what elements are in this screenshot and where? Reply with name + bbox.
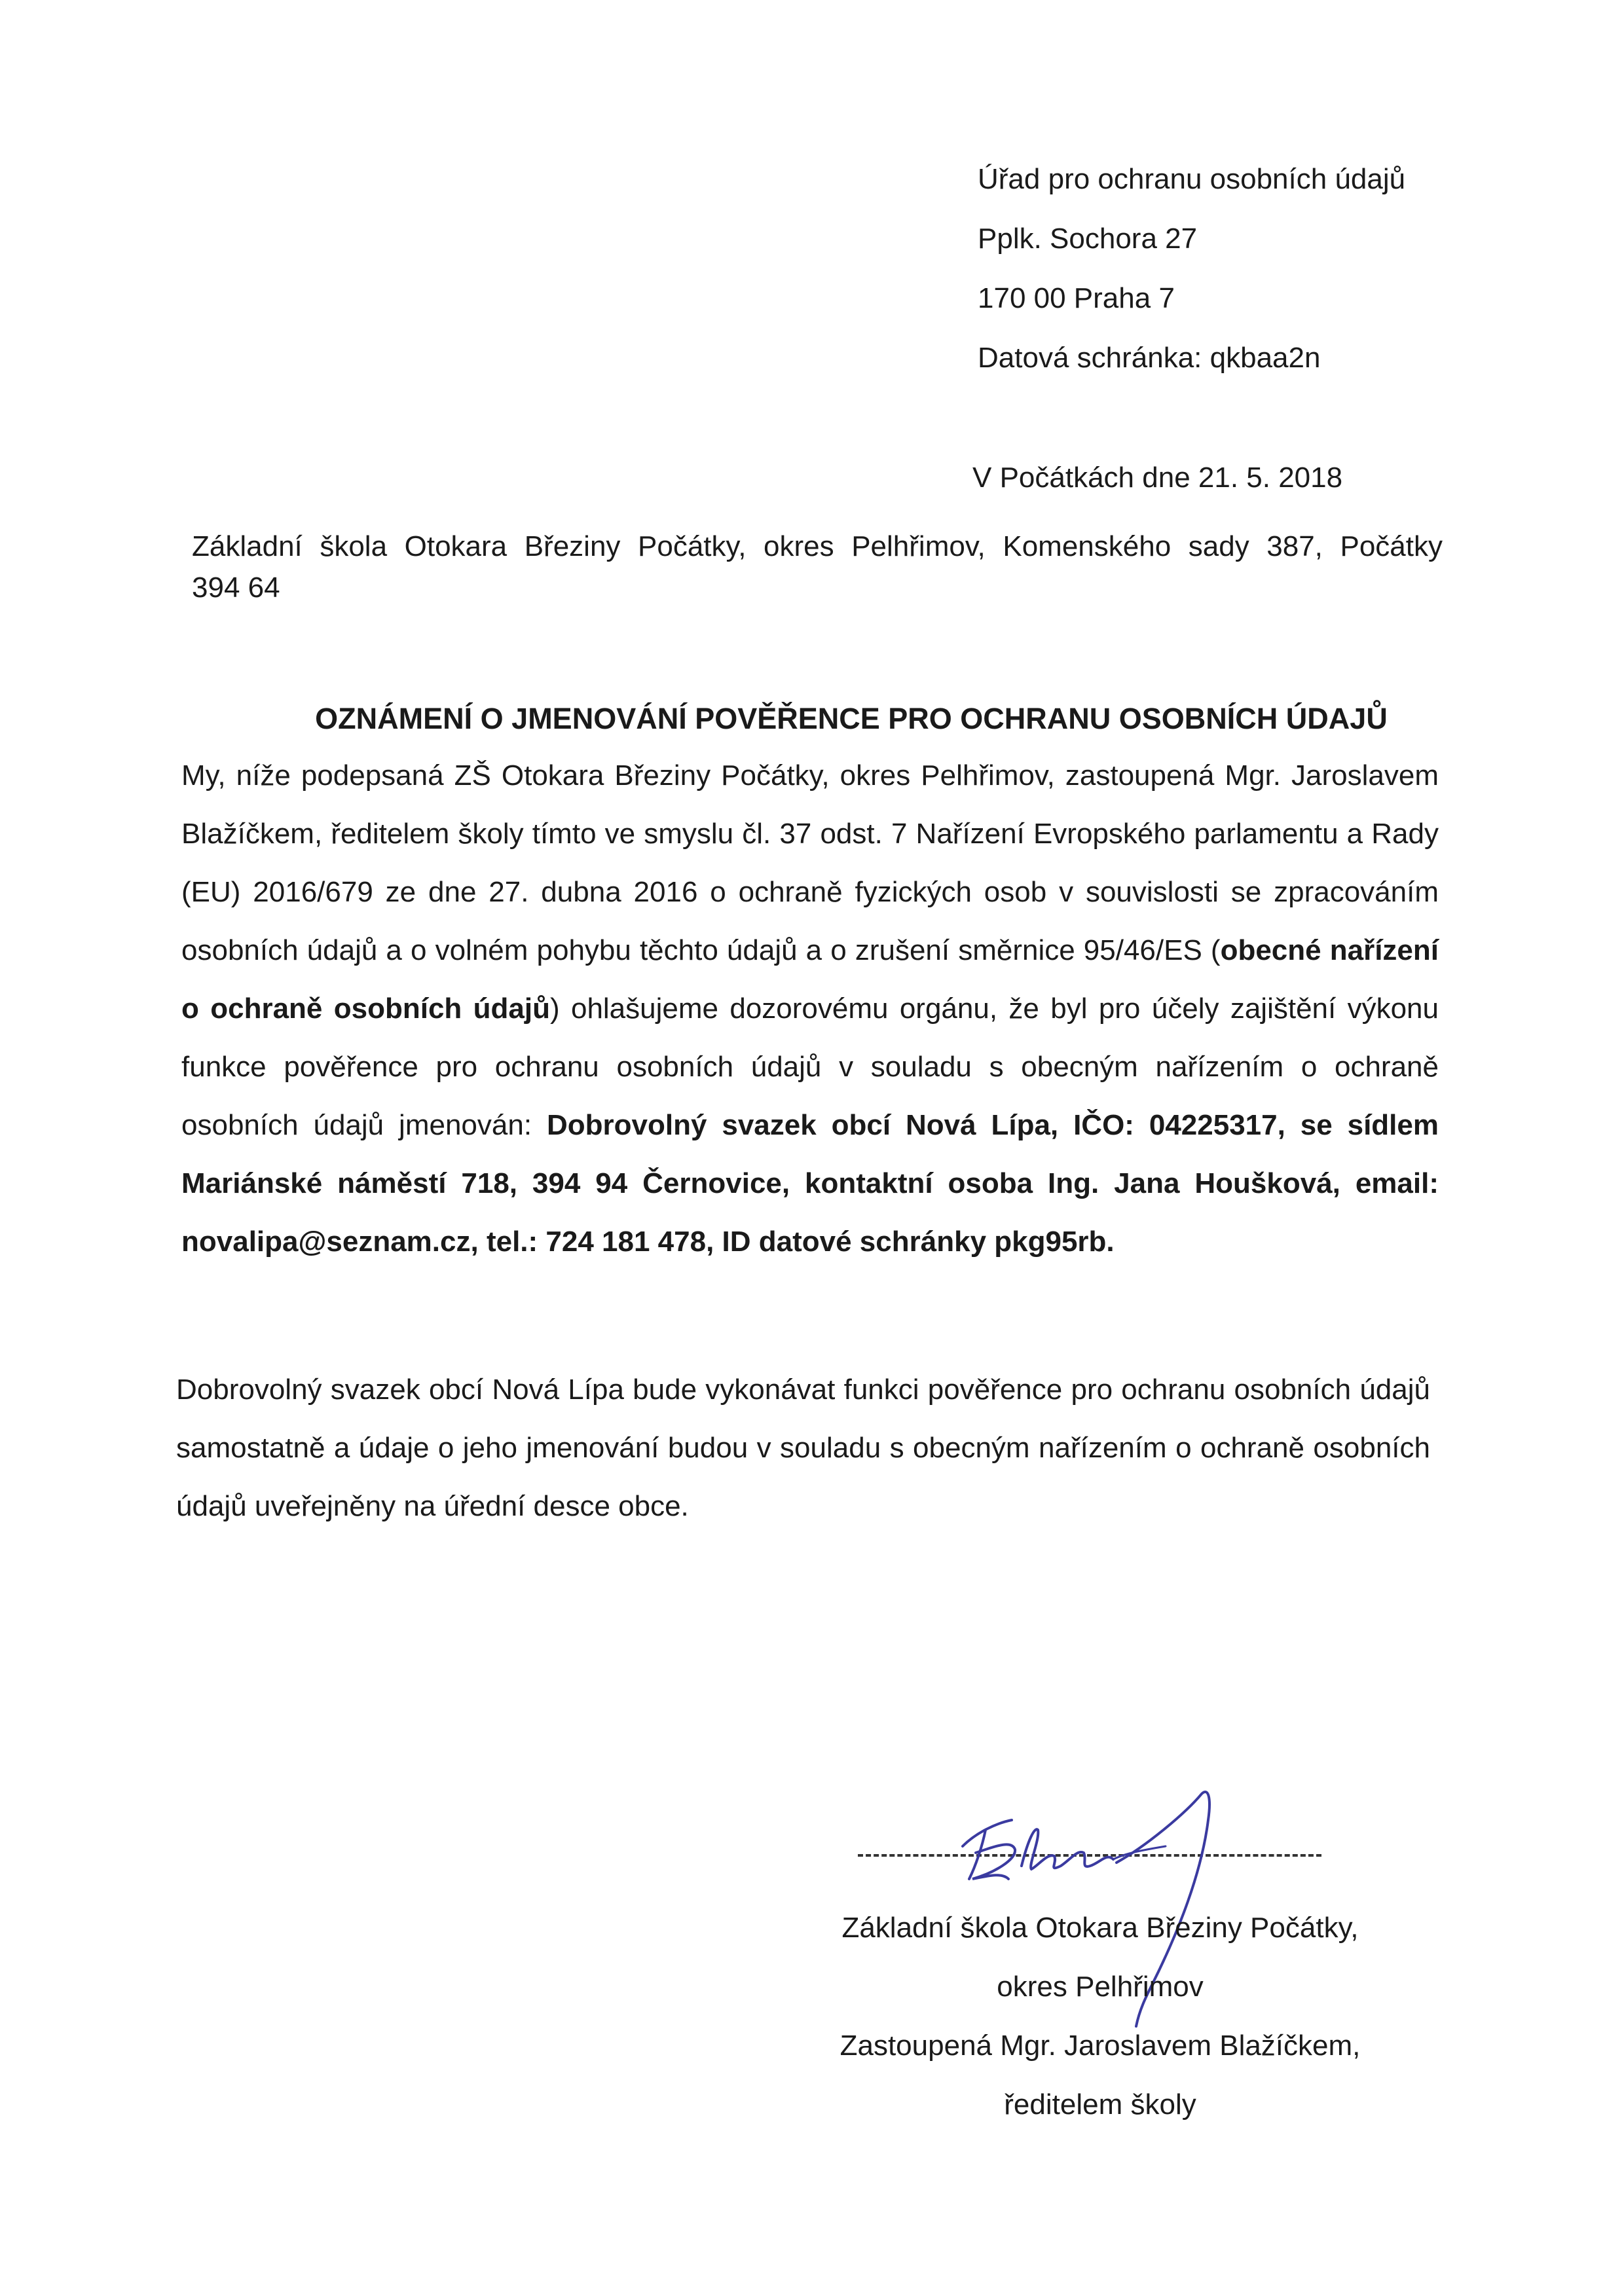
signatory-block bbox=[819, 1899, 1382, 2134]
recipient-street: Pplk. Sochora 27 bbox=[978, 223, 1198, 255]
body-paragraph-2: Dobrovolný svazek obcí Nová Lípa bude vykonávat funkci pověřence pro ochranu osobních údajů samostatně a údaje o jeho jmenování budou v souladu s obecným nařízením o ochraně osobních údajů uveřejněny na úřední desce obce. bbox=[176, 1374, 1430, 1522]
sender-address-line1: Základní škola Otokara Březiny Počátky, okres Pelhřimov, Komenského sady 387, Počátky bbox=[192, 530, 1443, 562]
recipient-city: 170 00 Praha 7 bbox=[978, 282, 1175, 314]
signatory-district: okres Pelhřimov bbox=[997, 1971, 1204, 2003]
signatory-role: ředitelem školy bbox=[1004, 2088, 1196, 2121]
body-text-part-c: ) ohlašujeme dozorovému orgánu, že byl pro účely zajištění výkonu funkce pověřence pro ochranu osobních údajů v souladu s obecným nařízením o ochraně osobních údajů jmenován: bbox=[181, 993, 1439, 1141]
recipient-address bbox=[978, 149, 1405, 388]
document-title: OZNÁMENÍ O JMENOVÁNÍ POVĚŘENCE PRO OCHRANU OSOBNÍCH ÚDAJŮ bbox=[315, 702, 1388, 735]
signatory-representative: Zastoupená Mgr. Jaroslavem Blažíčkem, bbox=[840, 2030, 1361, 2062]
recipient-office: Úřad pro ochranu osobních údajů bbox=[978, 163, 1406, 195]
body-text-appointee: Dobrovolný svazek obcí Nová Lípa, IČO: 04225317, se sídlem Mariánské náměstí 718, 394 94 Černovice, kontaktní osoba Ing. Jana Houšková, email: novalipa@seznam.cz, tel.: 724 181 478, ID datové schránky pkg95rb. bbox=[181, 1109, 1439, 1258]
recipient-databox: Datová schránka: qkbaa2n bbox=[978, 342, 1321, 374]
body-text-part-a: My, níže podepsaná ZŠ Otokara Březiny Počátky, okres Pelhřimov, zastoupená Mgr. Jaroslavem Blažíčkem, ředitelem školy tímto ve smyslu čl. 37 odst. 7 Nařízení Evropského parlamentu a Rady (EU) 2016/679 ze dne 27. dubna 2016 o ochraně fyzických osob v souvislosti se zpracováním osobních údajů a o volném pohybu těchto údajů a o zrušení směrnice 95/46/ES ( bbox=[181, 759, 1439, 966]
signatory-school: Základní škola Otokara Březiny Počátky, bbox=[841, 1912, 1359, 1944]
body-text-regulation: obecné nařízení o ochraně osobních údajů bbox=[181, 934, 1439, 1025]
body-paragraph-1 bbox=[181, 746, 1439, 1271]
sender-address-line2: 394 64 bbox=[192, 572, 280, 604]
letter-date: V Počátkách dne 21. 5. 2018 bbox=[972, 462, 1343, 494]
